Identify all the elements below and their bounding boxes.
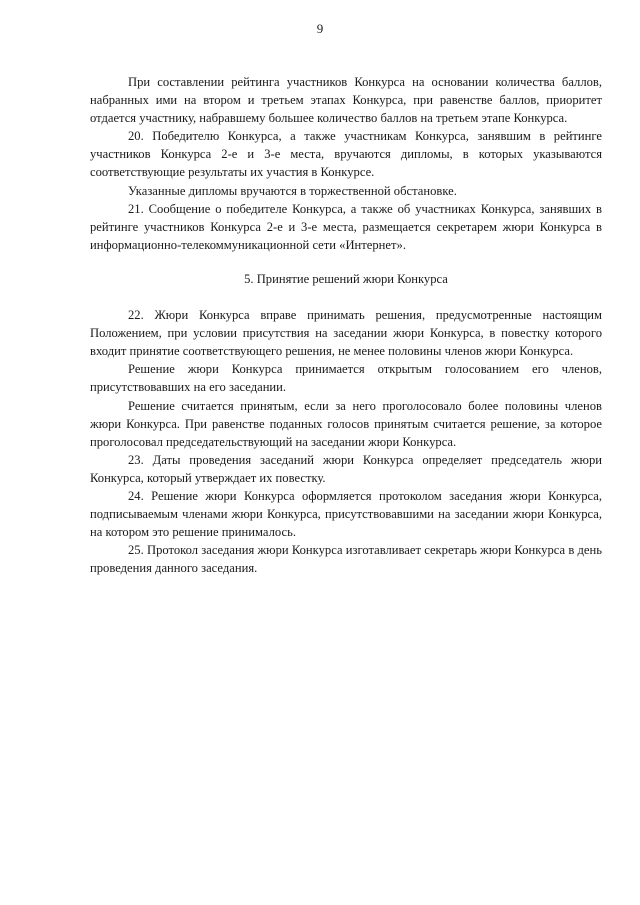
paragraph-diploma-ceremony: Указанные дипломы вручаются в торжественной обстановке.	[128, 183, 457, 198]
paragraph-22-quorum: 22. Жюри Конкурса вправе принимать решения, предусмотренные настоящим Положением, при условии присутствия на заседании жюри Конкурса, в повестку которого входит принятие соответствующего решения, не менее половины членов жюри Конкурса.	[90, 308, 602, 359]
document-body	[90, 73, 602, 577]
paragraph-23-meeting-dates: 23. Даты проведения заседаний жюри Конкурса определяет председатель жюри Конкурса, который утверждает их повестку.	[90, 452, 602, 485]
section-heading: 5. Принятие решений жюри Конкурса	[244, 271, 448, 286]
page-number: 9	[316, 21, 324, 36]
paragraph-21-announcement: 21. Сообщение о победителе Конкурса, а также об участниках Конкурса, занявших в рейтинге участников Конкурса 2-е и 3-е места, размещается секретарем жюри Конкурса в информационно-телекоммуникационной сети «Интернет».	[90, 201, 602, 252]
paragraph-open-voting: Решение жюри Конкурса принимается открытым голосованием его членов, присутствовавших на его заседании.	[90, 362, 602, 395]
paragraph-20-diplomas: 20. Победителю Конкурса, а также участникам Конкурса, занявшим в рейтинге участников Конкурса 2-е и 3-е места, вручаются дипломы, в которых указываются соответствующие результаты их участия в Конкурсе.	[90, 129, 602, 180]
paragraph-rating-order: При составлении рейтинга участников Конкурса на основании количества баллов, набранных ими на втором и третьем этапах Конкурса, при равенстве баллов, приоритет отдается участнику, набравшему большее количество баллов на третьем этапе Конкурса.	[90, 75, 602, 126]
paragraph-24-protocol: 24. Решение жюри Конкурса оформляется протоколом заседания жюри Конкурса, подписываемым членами жюри Конкурса, присутствовавшими на заседании жюри Конкурса, на котором это решение принималось.	[90, 488, 602, 540]
paragraph-25-secretary: 25. Протокол заседания жюри Конкурса изготавливает секретарь жюри Конкурса в день проведения данного заседания.	[90, 543, 602, 576]
paragraph-majority-rule: Решение считается принятым, если за него проголосовало более половины членов жюри Конкурса. При равенстве поданных голосов принятым считается решение, за которое проголосовал председательствующий на заседании жюри Конкурса.	[90, 398, 602, 449]
